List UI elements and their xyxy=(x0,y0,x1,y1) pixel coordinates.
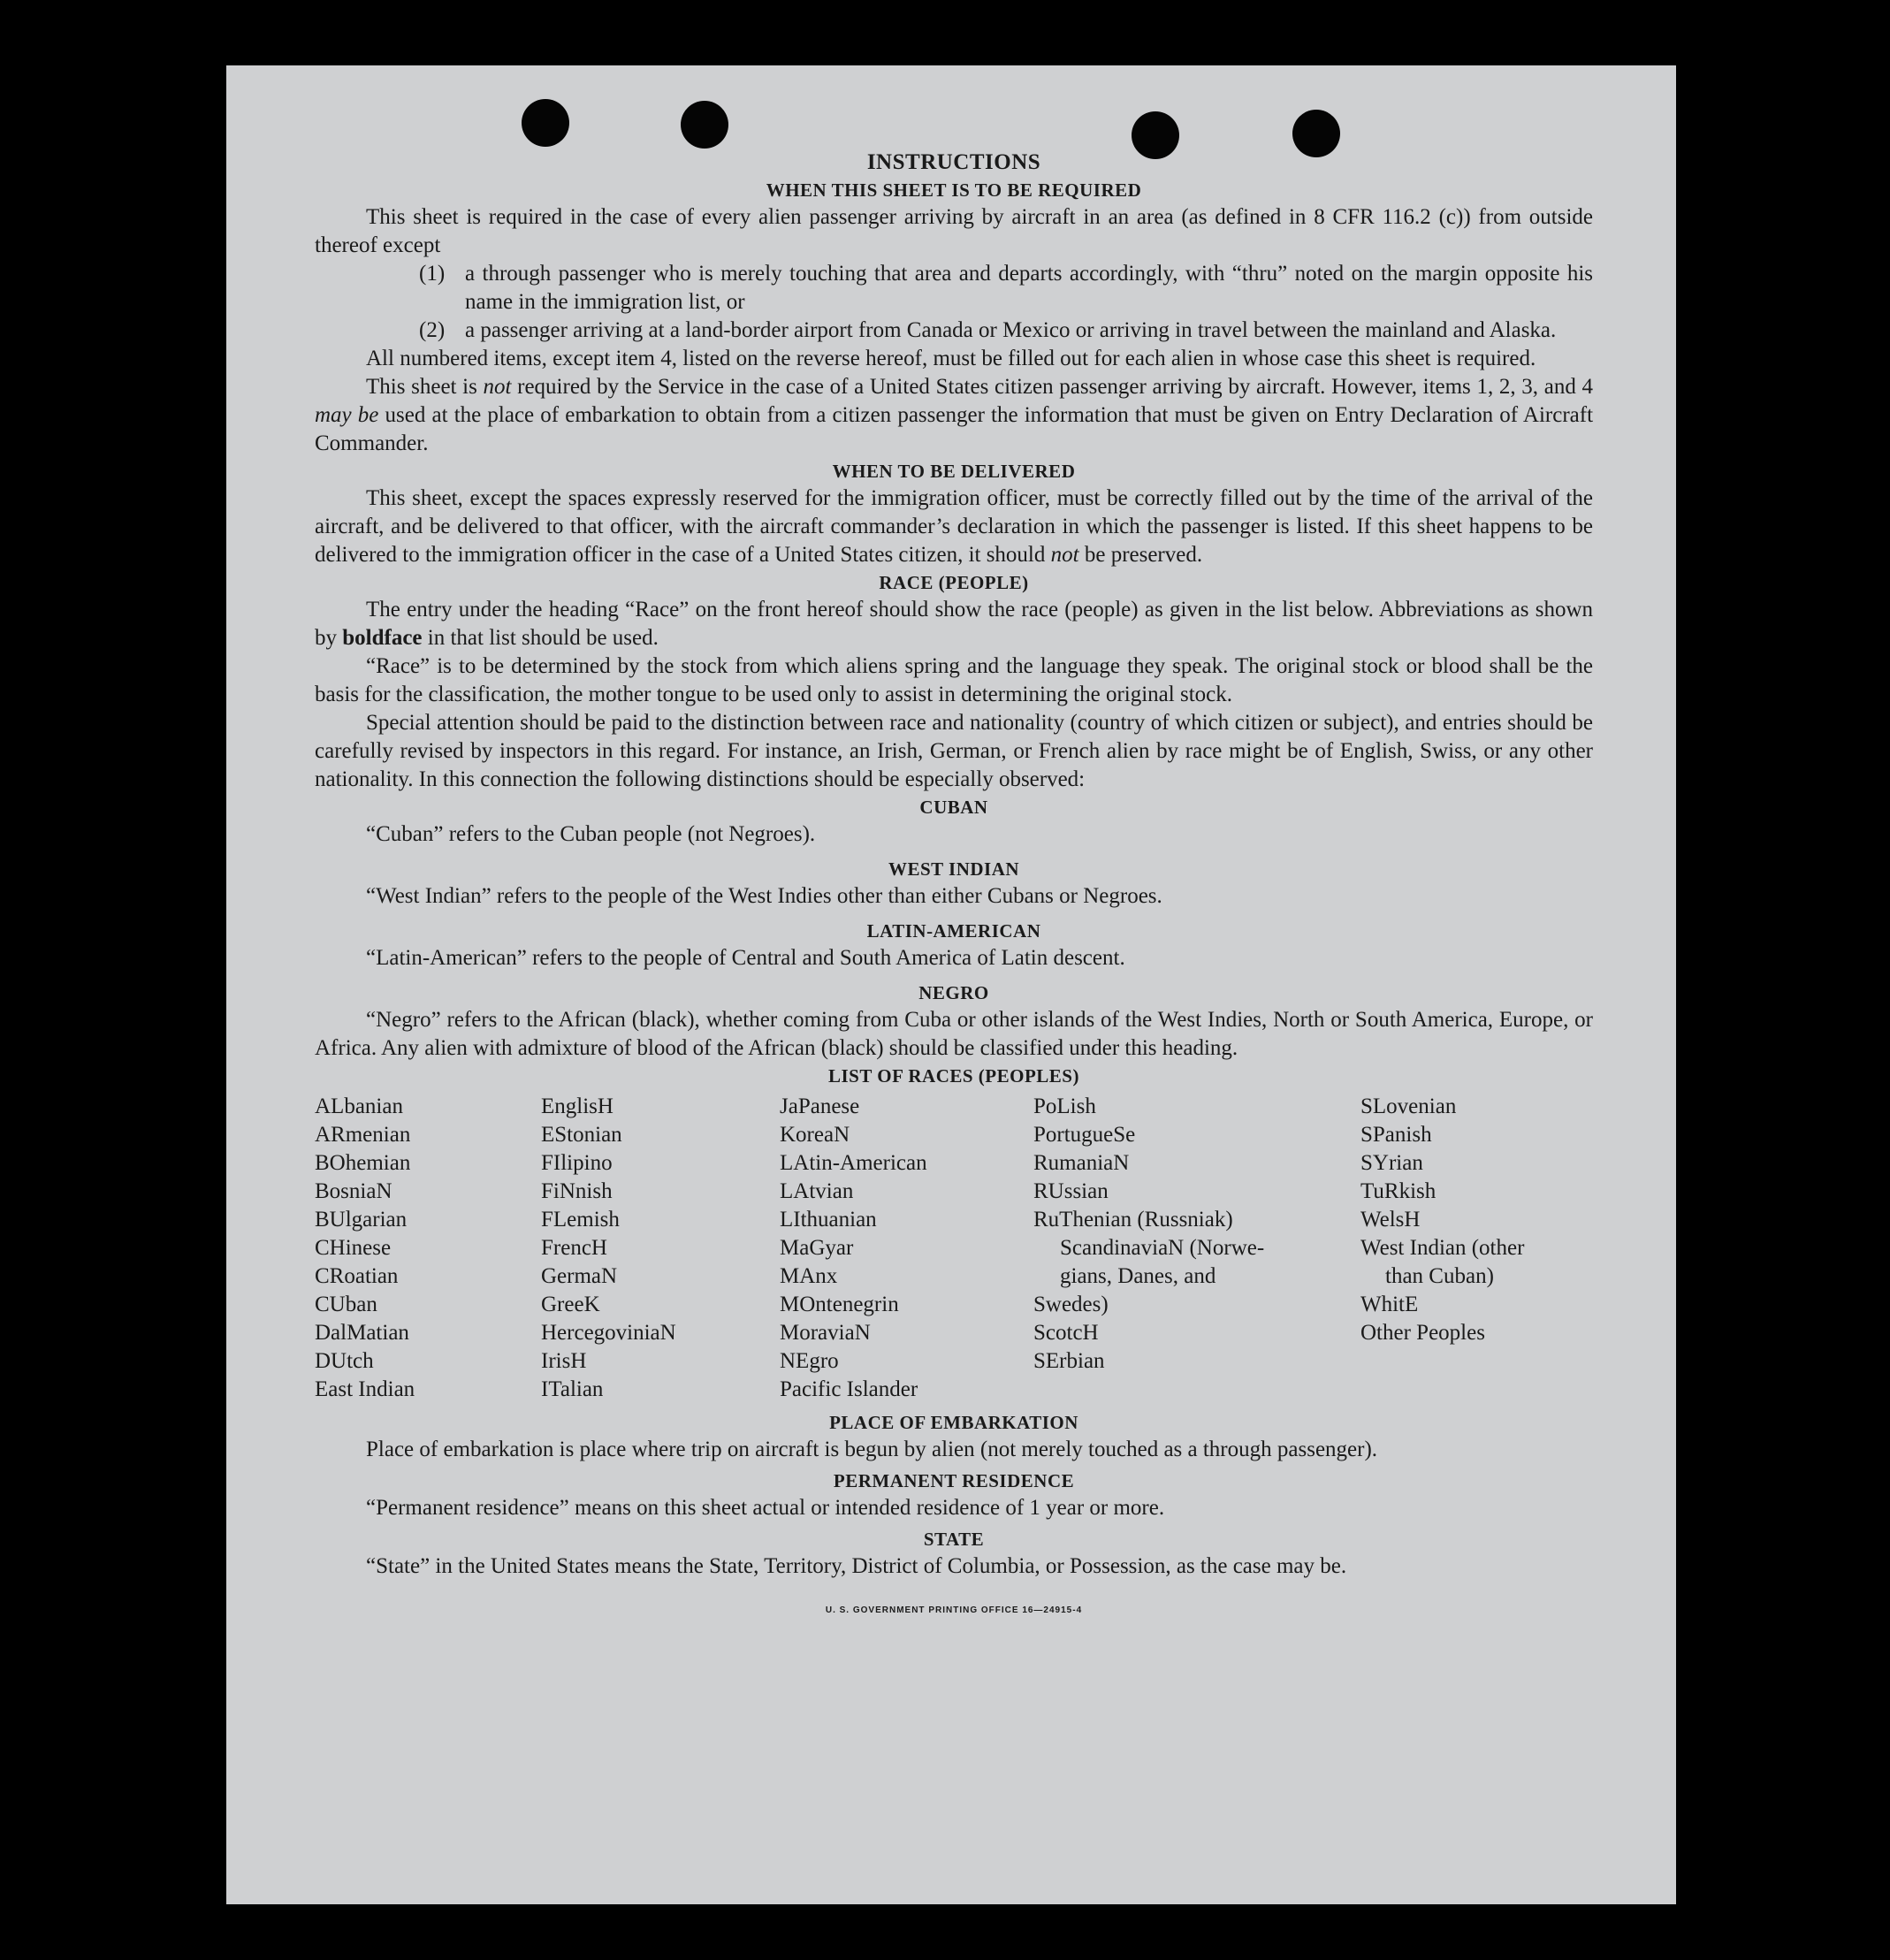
section-heading: WEST INDIAN xyxy=(888,858,1020,880)
paragraph: Place of embarkation is place where trip on aircraft is begun by alien (not merely touched as a through passenger). xyxy=(366,1438,1378,1461)
paragraph: “Race” is to be determined by the stock from which aliens spring and the language they speak. The original stock or blood shall be the basis for the classification, the mother tongue to be used only to assist in determining the original stock. xyxy=(315,654,1593,706)
section-heading: LIST OF RACES (PEOPLES) xyxy=(828,1065,1079,1087)
list-item: (2) a passenger arriving at a land-border airport from Canada or Mexico or arriving in travel between the mainland and Alaska. xyxy=(419,318,1557,342)
race-column: JaPanese KoreaN LAtin-American LAtvian LIthuanian MaGyar MAnx MOntenegrin MoraviaN NEgro Pacific Islander xyxy=(780,1094,927,1401)
punch-hole xyxy=(681,101,728,149)
list-item: (1) a through passenger who is merely touching that area and departs accordingly, with “thru” noted on the margin opposite his name in the immigration list, or xyxy=(419,262,1593,314)
paragraph: “State” in the United States means the State, Territory, District of Columbia, or Possession, as the case may be. xyxy=(366,1554,1347,1578)
instructions-content xyxy=(315,149,1593,1625)
paragraph: “Cuban” refers to the Cuban people (not Negroes). xyxy=(366,822,816,846)
paragraph: This sheet is required in the case of every alien passenger arriving by aircraft in an area (as defined in 8 CFR 116.2 (c)) from outside thereof except xyxy=(315,205,1593,257)
paragraph: This sheet, except the spaces expressly reserved for the immigration officer, must be correctly filled out by the time of the arrival of the aircraft, and be delivered to that officer, with the aircraft commander’s declaration in which the passenger is listed. If this sheet happens to be delivered to the immigration officer in the case of a United States citizen, it should not be preserved. xyxy=(315,486,1593,567)
paragraph: “Negro” refers to the African (black), whether coming from Cuba or other islands of the West Indies, North or South America, Europe, or Africa. Any alien with admixture of blood of the African (black) should be classified under this heading. xyxy=(315,1008,1593,1060)
paragraph: “Latin-American” refers to the people of Central and South America of Latin descent. xyxy=(366,946,1125,970)
paragraph: “Permanent residence” means on this sheet actual or intended residence of 1 year or more. xyxy=(366,1496,1165,1520)
section-heading: WHEN THIS SHEET IS TO BE REQUIRED xyxy=(766,179,1142,201)
race-column: ALbanian ARmenian BOhemian BosniaN BUlgarian CHinese CRoatian CUban DalMatian DUtch East Indian xyxy=(315,1094,415,1401)
race-column: PoLish PortugueSe RumaniaN RUssian RuThenian (Russniak) ScandinaviaN (Norwe- gians, Danes, and Swedes) ScotcH SErbian xyxy=(1033,1094,1265,1373)
race-column: EnglisH EStonian FIlipino FiNnish FLemish FrencH GermaN GreeK HercegoviniaN IrisH ITalian xyxy=(541,1094,676,1401)
race-column: SLovenian SPanish SYrian TuRkish WelsH West Indian (other than Cuban) WhitE Other Peoples xyxy=(1360,1094,1525,1345)
paragraph: “West Indian” refers to the people of the West Indies other than either Cubans or Negroes. xyxy=(366,884,1162,908)
document-page xyxy=(226,65,1676,1904)
race-list xyxy=(315,1093,1593,1404)
printing-office-footer: U. S. GOVERNMENT PRINTING OFFICE 16—24915-4 xyxy=(825,1605,1083,1615)
section-heading: NEGRO xyxy=(918,982,989,1003)
section-heading: LATIN-AMERICAN xyxy=(866,920,1041,942)
section-heading: RACE (PEOPLE) xyxy=(879,572,1029,593)
section-heading: CUBAN xyxy=(919,797,988,818)
section-heading: PLACE OF EMBARKATION xyxy=(829,1412,1078,1433)
page-title: INSTRUCTIONS xyxy=(866,150,1041,174)
paragraph: Special attention should be paid to the distinction between race and nationality (country of which citizen or subject), and entries should be carefully revised by inspectors in this regard. For instance, an Irish, German, or French alien by race might be of English, Swiss, or any other nationality. In this connection the following distinctions should be especially observed: xyxy=(315,711,1593,791)
punch-hole xyxy=(522,99,569,147)
section-heading: PERMANENT RESIDENCE xyxy=(833,1470,1075,1491)
section-heading: STATE xyxy=(923,1529,985,1550)
paragraph: This sheet is not required by the Service in the case of a United States citizen passenger arriving by aircraft. However, items 1, 2, 3, and 4 may be used at the place of embarkation to obtain from a citizen passenger the information that must be given on Entry Declaration of Aircraft Commander. xyxy=(315,375,1594,455)
paragraph: The entry under the heading “Race” on the front hereof should show the race (people) as given in the list below. Abbreviations as shown by boldface in that list should be used. xyxy=(315,598,1593,650)
paragraph: All numbered items, except item 4, listed on the reverse hereof, must be filled out for each alien in whose case this sheet is required. xyxy=(366,347,1536,370)
section-heading: WHEN TO BE DELIVERED xyxy=(832,461,1076,482)
